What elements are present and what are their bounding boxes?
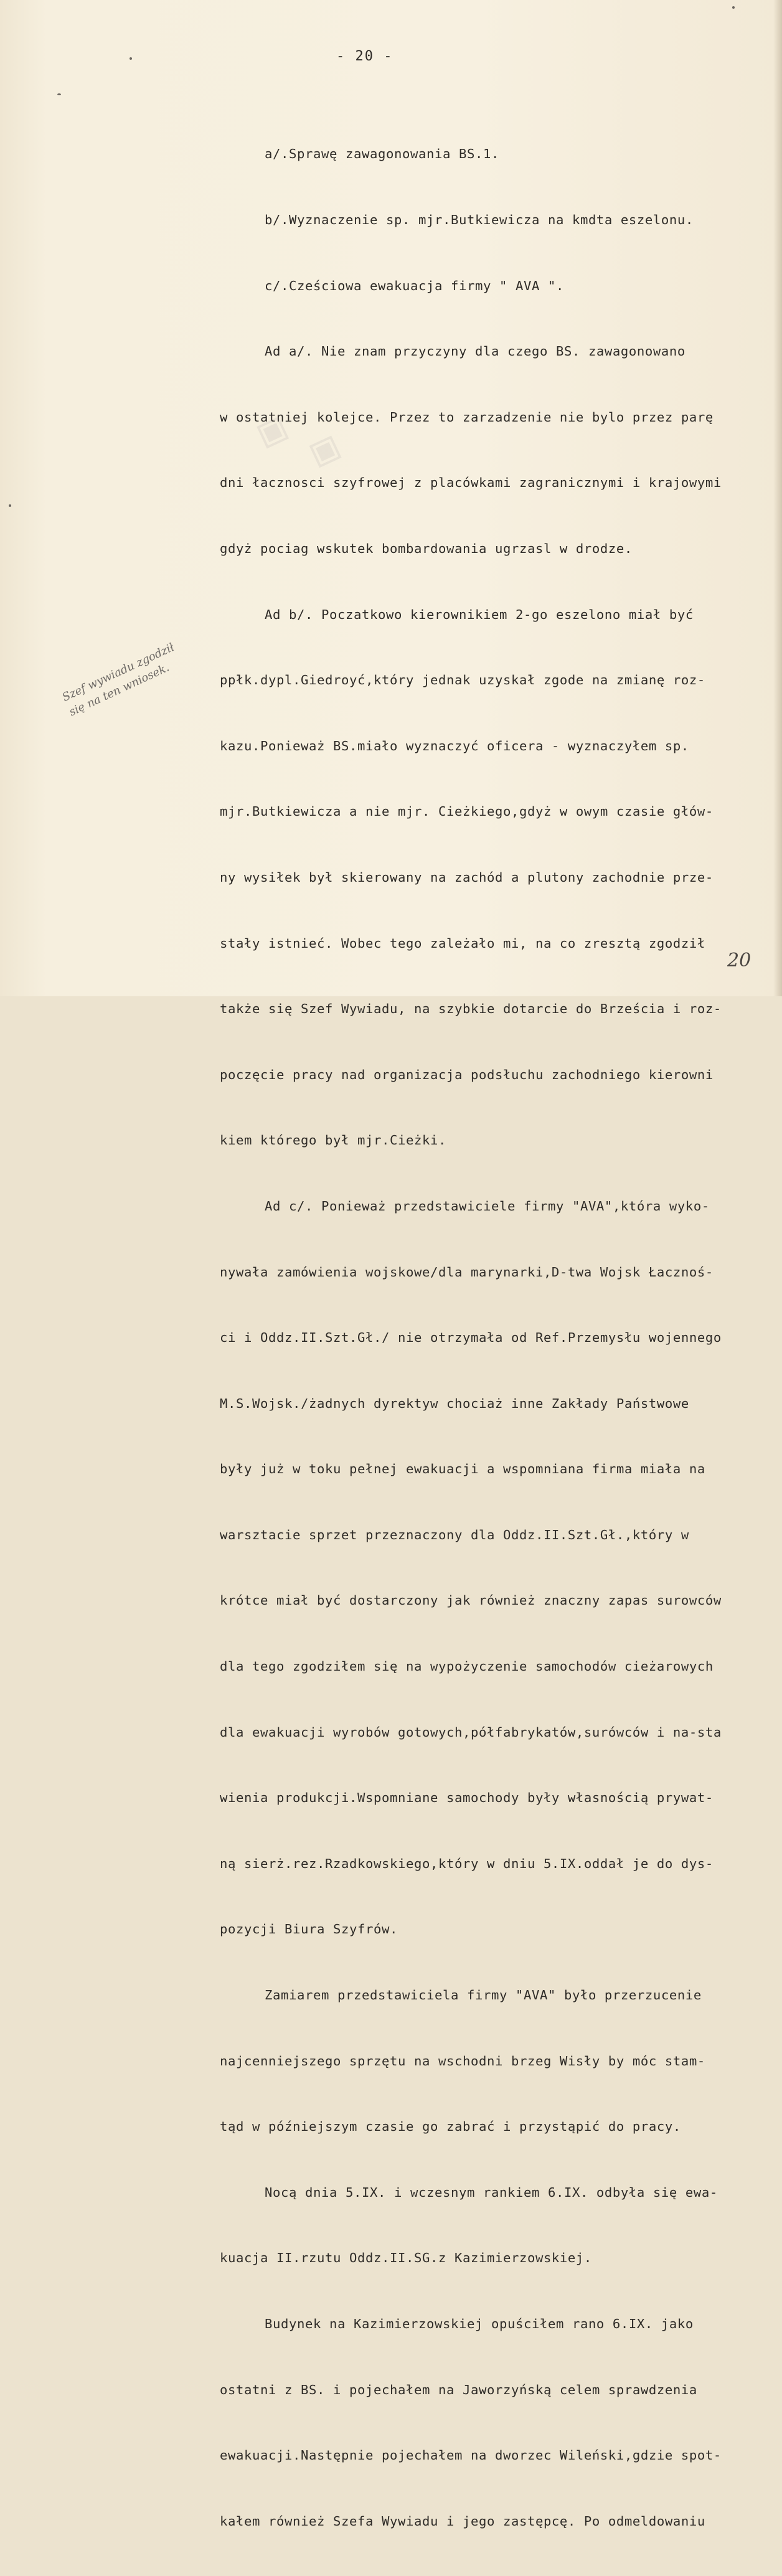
paper-speck [732,6,735,9]
text-line: a/.Sprawę zawagonowania BS.1. [265,146,499,162]
text-line: Zamiarem przedstawiciela firmy "AVA" było przerzucenie [265,1988,702,2003]
archive-watermark: ◈ ◈ [238,406,352,476]
text-line: wienia produkcji.Wspomniane samochody były własnością prywat- [220,1790,714,1806]
text-line: dni łacznosci szyfrowej z placówkami zagranicznymi i krajowymi [220,475,722,491]
paper-speck [130,57,132,60]
text-line: M.S.Wojsk./żadnych dyrektyw chociaż inne Zakłady Państwowe [220,1395,689,1411]
text-line: dla tego zgodziłem się na wypożyczenie samochodów cieżarowych [220,1659,714,1674]
handwritten-page-number: 20 [727,950,751,971]
text-line: c/.Cześciowa ewakuacja firmy " AVA ". [265,278,564,293]
text-line: kuacja II.rzutu Oddz.II.SG.z Kazimierzowskiej. [220,2250,592,2266]
text-line: Budynek na Kazimierzowskiej opuściłem rano 6.IX. jako [265,2316,694,2331]
text-line: kałem również Szefa Wywiadu i jego zastępcę. Po odmeldowaniu [220,2513,705,2529]
text-line: ppłk.dypl.Giedroyć,który jednak uzyskał zgode na zmianę roz- [220,672,705,688]
text-line: Ad b/. Poczatkowo kierownikiem 2-go eszelono miał być [265,606,694,622]
text-line: b/.Wyznaczenie sp. mjr.Butkiewicza na kmdta eszelonu. [265,212,694,227]
page-number: - 20 - [336,49,393,64]
text-line: warsztacie sprzet przeznaczony dla Oddz.II.Szt.Gł.,który w [220,1527,689,1542]
text-line: najcenniejszego sprzętu na wschodni brzeg Wisły by móc stam- [220,2053,705,2069]
text-line: były już w toku pełnej ewakuacji a wspomniana firma miała na [220,1461,705,1477]
text-line: gdyż pociag wskutek bombardowania ugrzasl w drodze. [220,540,633,556]
text-line: dla ewakuacji wyrobów gotowych,półfabrykatów,surówców i na-sta [220,1724,722,1740]
page-edge-shadow [773,0,782,996]
handwritten-margin-note: Szef wywiadu zgodził się na ten wniosek. [60,641,177,719]
text-line: Nocą dnia 5.IX. i wczesnym rankiem 6.IX. odbyła się ewa- [265,2184,718,2200]
text-line: ewakuacji.Następnie pojechałem na dworzec Wileński,gdzie spot- [220,2448,722,2463]
text-line: Ad c/. Ponieważ przedstawiciele firmy "AVA",która wyko- [265,1198,710,1214]
text-line: ci i Oddz.II.Szt.Gł./ nie otrzymała od Ref.Przemysłu wojennego [220,1330,722,1346]
text-line: kiem którego był mjr.Cieżki. [220,1133,446,1148]
text-line: poczęcie pracy nad organizacja podsłuchu zachodniego kierowni [220,1067,714,1082]
text-line: krótce miał być dostarczony jak również znaczny zapas surowców [220,1593,722,1608]
typed-body-text [220,100,768,2576]
paper-speck [57,93,61,95]
text-line: pozycji Biura Szyfrów. [220,1922,398,1937]
text-line: Ad a/. Nie znam przyczyny dla czego BS. zawagonowano [265,344,685,359]
paper-speck [9,504,11,507]
text-line: tąd w późniejszym czasie go zabrać i przystąpić do pracy. [220,2119,681,2135]
text-line: także się Szef Wywiadu, na szybkie dotarcie do Brześcia i roz- [220,1001,722,1017]
text-line: kazu.Ponieważ BS.miało wyznaczyć oficera - wyznaczyłem sp. [220,738,689,753]
text-line: mjr.Butkiewicza a nie mjr. Cieżkiego,gdyż w owym czasie głów- [220,804,714,819]
text-line: ny wysiłek był skierowany na zachód a plutony zachodnie prze- [220,869,714,885]
text-line: w ostatniej kolejce. Przez to zarzadzenie nie bylo przez parę [220,409,714,425]
text-line: ostatni z BS. i pojechałem na Jaworzyńską celem sprawdzenia [220,2382,697,2397]
text-line: stały istnieć. Wobec tego zależało mi, na co zresztą zgodził [220,935,705,951]
text-line: ną sierż.rez.Rzadkowskiego,który w dniu 5.IX.oddał je do dys- [220,1856,714,1871]
text-line: nywała zamówienia wojskowe/dla marynarki,D-twa Wojsk Łacznoś- [220,1264,714,1280]
